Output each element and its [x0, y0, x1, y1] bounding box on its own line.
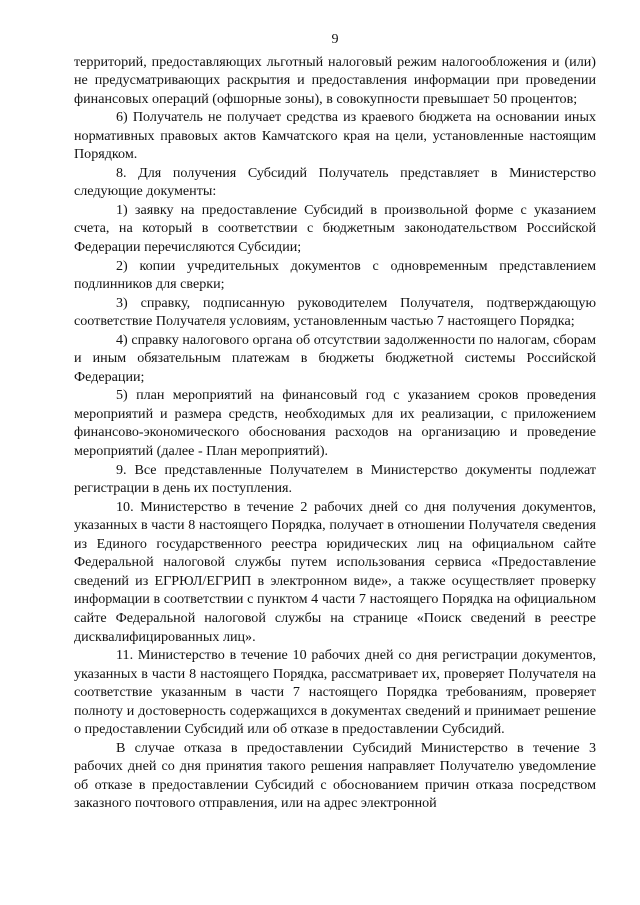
paragraph-section-11: 11. Министерство в течение 10 рабочих дней со дня регистрации документов, указанных в части 8 настоящего Порядка, рассматривает их, проверяет Получателя на соответствие указанным в части 7 настоящего Порядка требованиям, проверяет полноту и достоверность содержащихся в документах сведений и принимает решение о предоставлении Субсидий или об отказе в предоставлении Субсидий. [74, 647, 596, 738]
paragraph-doc-item-4: 4) справку налогового органа об отсутствии задолженности по налогам, сборам и иным обязательным платежам в бюджеты бюджетной системы Российской Федерации; [74, 331, 596, 385]
paragraph-doc-item-3: 3) справку, подписанную руководителем Получателя, подтверждающую соответствие Получателя условиям, установленным частью 7 настоящего Порядка; [74, 294, 596, 330]
document-page [74, 30, 596, 813]
paragraph-doc-item-5: 5) план мероприятий на финансовый год с указанием сроков проведения мероприятий и размера средств, необходимых для их реализации, с приложением финансово-экономического обоснования расходов на организацию и проведение мероприятий (далее - План мероприятий). [74, 387, 596, 460]
paragraph-section-10: 10. Министерство в течение 2 рабочих дней со дня получения документов, указанных в части 8 настоящего Порядка, получает в отношении Получателя сведения из Единого государственного реестра юридических лиц на официальном сайте Федеральной налоговой службы путем использования сервиса «Предоставление сведений из ЕГРЮЛ/ЕГРИП в электронном виде», а также осуществляет проверку информации в соответствии с пунктом 4 части 7 настоящего Порядка на официальном сайте Федеральной налоговой службы на странице «Поиск сведений в реестре дисквалифицированных лиц». [74, 498, 596, 645]
paragraph-doc-item-2: 2) копии учредительных документов с одновременным представлением подлинников для сверки; [74, 257, 596, 293]
paragraph-section-8: 8. Для получения Субсидий Получатель представляет в Министерство следующие документы: [74, 164, 596, 200]
page-number: 9 [331, 31, 339, 47]
paragraph-offshore-continuation: территорий, предоставляющих льготный налоговый режим налогообложения и (или) не предусматривающих раскрытия и предоставления информации при проведении финансовых операций (офшорные зоны), в совокупности превышает 50 процентов; [74, 53, 596, 107]
paragraph-refusal: В случае отказа в предоставлении Субсидий Министерство в течение 3 рабочих дней со дня принятия такого решения направляет Получателю уведомление об отказе в предоставлении Субсидий с обоснованием причин отказа посредством заказного почтового отправления, или на адрес электронной [74, 739, 596, 812]
paragraph-section-9: 9. Все представленные Получателем в Министерство документы подлежат регистрации в день их поступления. [74, 461, 596, 497]
paragraph-doc-item-1: 1) заявку на предоставление Субсидий в произвольной форме с указанием счета, на который в соответствии с бюджетным законодательством Российской Федерации перечисляются Субсидии; [74, 201, 596, 256]
paragraph-item-6: 6) Получатель не получает средства из краевого бюджета на основании иных нормативных правовых актов Камчатского края на цели, установленные настоящим Порядком. [74, 109, 596, 163]
